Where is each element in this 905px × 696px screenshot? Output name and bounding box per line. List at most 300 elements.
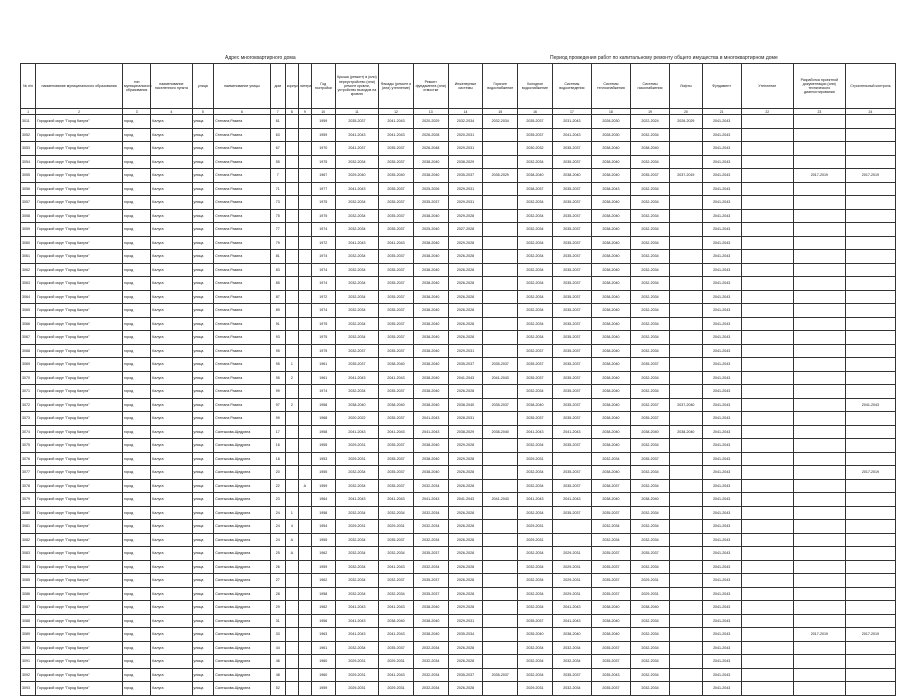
table-cell: 2032-2034 <box>335 641 378 655</box>
table-cell: 2029-2031 <box>552 547 591 561</box>
table-cell <box>285 290 298 304</box>
table-cell: город <box>123 142 151 156</box>
table-cell: город <box>123 223 151 237</box>
table-cell: 2041-2043 <box>702 358 741 372</box>
table-cell: 2041-2043 <box>702 682 741 696</box>
table-cell: 2035-2043 <box>591 668 630 682</box>
table-cell <box>483 277 518 291</box>
table-cell: 2041-2043 <box>702 601 741 615</box>
table-cell: 1975 <box>311 155 335 169</box>
table-cell: 2038-2040 <box>413 250 448 264</box>
table-cell: 2041-2043 <box>702 236 741 250</box>
table-cell: 2038-2040 <box>379 358 414 372</box>
table-cell: 2032-2034 <box>630 668 669 682</box>
table-cell: 2035-2037 <box>448 169 483 183</box>
table-cell: 1954 <box>311 520 335 534</box>
table-cell: улица <box>192 182 214 196</box>
table-cell: улица <box>192 479 214 493</box>
table-cell: 2041-2043 <box>335 493 378 507</box>
table-cell: улица <box>192 628 214 642</box>
table-cell: город <box>123 641 151 655</box>
table-cell: 23 <box>270 493 285 507</box>
table-cell <box>845 655 895 669</box>
table-cell: 3085 <box>21 574 36 588</box>
table-cell <box>793 277 845 291</box>
table-row <box>21 371 896 385</box>
table-cell: 2035-2037 <box>413 574 448 588</box>
table-cell: 2032-2034 <box>630 128 669 142</box>
table-cell: 2035-2037 <box>379 412 414 426</box>
table-cell: 44 <box>270 641 285 655</box>
table-cell <box>741 317 793 331</box>
table-cell: 24 <box>270 520 285 534</box>
table-cell: 2041-2043 <box>702 371 741 385</box>
table-cell: 2029-2031 <box>518 533 553 547</box>
table-cell: 2032-2034 <box>518 587 553 601</box>
table-cell: 2035-2037 <box>379 317 414 331</box>
table-cell: 2017-2019 <box>845 466 895 480</box>
table-cell: Городской округ "Город Калуга" <box>36 520 123 534</box>
table-cell: Степана Разина <box>214 115 270 129</box>
table-cell <box>670 182 703 196</box>
table-cell: 2032-2034 <box>630 263 669 277</box>
column-header: наименование улицы <box>214 64 270 109</box>
table-cell: Степана Разина <box>214 236 270 250</box>
table-cell: улица <box>192 439 214 453</box>
table-cell <box>670 304 703 318</box>
table-cell <box>670 682 703 696</box>
table-cell <box>298 560 311 574</box>
table-cell: 2035-2037 <box>552 263 591 277</box>
table-cell <box>298 425 311 439</box>
table-cell: 2035-2037 <box>552 304 591 318</box>
table-cell <box>670 385 703 399</box>
table-cell <box>298 182 311 196</box>
table-cell <box>298 493 311 507</box>
table-cell: 2041-2043 <box>702 169 741 183</box>
table-cell: 2041-2043 <box>702 560 741 574</box>
table-cell: 2041-2043 <box>379 560 414 574</box>
table-cell: 2035-2037 <box>552 182 591 196</box>
table-cell: 2041-2043 <box>379 371 414 385</box>
table-cell: 2032-2034 <box>630 385 669 399</box>
table-cell <box>670 493 703 507</box>
table-cell: 2032-2034 <box>630 479 669 493</box>
table-cell <box>845 263 895 277</box>
table-cell: 2041-2043 <box>702 304 741 318</box>
table-cell <box>845 304 895 318</box>
table-cell: 2026-2029 <box>670 115 703 129</box>
table-cell: 2041-2043 <box>702 614 741 628</box>
table-cell: Городской округ "Город Калуга" <box>36 614 123 628</box>
table-cell: 83 <box>270 263 285 277</box>
table-cell: Степана Разина <box>214 223 270 237</box>
table-cell: 1963 <box>311 628 335 642</box>
table-cell <box>298 587 311 601</box>
table-cell: Салтыкова-Щедрина <box>214 560 270 574</box>
table-row <box>21 682 896 696</box>
table-cell: Городской округ "Город Калуга" <box>36 344 123 358</box>
table-cell: 2029-2031 <box>335 452 378 466</box>
table-cell: 2032-2034 <box>413 479 448 493</box>
table-cell: 1970 <box>311 142 335 156</box>
column-header: № п/п <box>21 64 36 109</box>
table-cell: город <box>123 169 151 183</box>
table-cell: 2041-2043 <box>379 601 414 615</box>
table-cell <box>741 641 793 655</box>
table-cell: 2032-2034 <box>335 196 378 210</box>
table-cell: 3091 <box>21 655 36 669</box>
table-cell: 2026-2028 <box>448 574 483 588</box>
table-cell <box>793 223 845 237</box>
table-row <box>21 223 896 237</box>
table-cell: Калуга <box>151 452 192 466</box>
table-cell: 2035-2037 <box>552 277 591 291</box>
table-cell: 2041-2043 <box>552 493 591 507</box>
table-cell <box>483 290 518 304</box>
table-cell: 2032-2034 <box>518 263 553 277</box>
table-cell: 2041-2043 <box>483 493 518 507</box>
column-number: 9 <box>298 109 311 115</box>
table-cell <box>298 520 311 534</box>
table-cell: 2025-2026 <box>413 182 448 196</box>
table-cell <box>298 574 311 588</box>
table-cell: 2038-2040 <box>591 344 630 358</box>
table-cell: 2041-2043 <box>335 236 378 250</box>
table-cell: 2038-2040 <box>591 439 630 453</box>
table-cell <box>285 466 298 480</box>
table-cell: 2037-2019 <box>670 169 703 183</box>
table-cell: 3058 <box>21 209 36 223</box>
table-cell: 79 <box>270 236 285 250</box>
table-cell: 2041-2043 <box>379 236 414 250</box>
table-cell: 1974 <box>311 223 335 237</box>
table-cell: 2035-2037 <box>335 115 378 129</box>
table-cell: город <box>123 155 151 169</box>
table-cell: Городской округ "Город Калуга" <box>36 317 123 331</box>
table-cell: 2026-2028 <box>448 385 483 399</box>
table-cell: город <box>123 628 151 642</box>
table-cell: 22 <box>270 479 285 493</box>
table-cell <box>298 452 311 466</box>
table-cell: 2017-2019 <box>845 169 895 183</box>
table-cell: Степана Разина <box>214 169 270 183</box>
table-cell: Салтыкова-Щедрина <box>214 614 270 628</box>
table-cell: 2032-2034 <box>335 277 378 291</box>
table-cell <box>298 628 311 642</box>
table-cell <box>845 587 895 601</box>
table-cell: 2035-2034 <box>448 628 483 642</box>
table-cell: 2032-2034 <box>630 277 669 291</box>
table-cell: 2032-2034 <box>335 506 378 520</box>
table-cell: 1977 <box>311 182 335 196</box>
column-header: Год постройки <box>311 64 335 109</box>
table-cell <box>741 142 793 156</box>
table-cell: 2038-2040 <box>552 628 591 642</box>
table-cell <box>741 587 793 601</box>
table-cell: 2032-2034 <box>335 574 378 588</box>
table-cell: 2041-2043 <box>702 290 741 304</box>
table-cell: 2035-2037 <box>518 115 553 129</box>
table-cell: 2035-2037 <box>379 263 414 277</box>
table-cell: 2032-2034 <box>518 439 553 453</box>
table-cell: 2041-2043 <box>552 601 591 615</box>
table-cell <box>845 331 895 345</box>
table-cell <box>793 466 845 480</box>
table-cell: 2038-2040 <box>670 425 703 439</box>
table-cell: 93 <box>270 331 285 345</box>
table-cell: 2026-2028 <box>448 547 483 561</box>
table-cell: 2028-2030 <box>591 115 630 129</box>
table-cell: 2041-2043 <box>702 574 741 588</box>
table-cell <box>285 223 298 237</box>
table-cell: 2035-2037 <box>413 587 448 601</box>
table-cell <box>845 290 895 304</box>
table-cell <box>845 196 895 210</box>
table-cell: 2032-2034 <box>552 682 591 696</box>
table-cell <box>845 412 895 426</box>
table-cell: 2038-2040 <box>483 425 518 439</box>
table-cell: 2032-2034 <box>630 533 669 547</box>
table-cell: 2038-2040 <box>413 398 448 412</box>
table-cell: 3068 <box>21 344 36 358</box>
table-cell: 2017-2019 <box>793 169 845 183</box>
table-cell: 2038-2040 <box>413 277 448 291</box>
table-cell: 2041-2043 <box>552 128 591 142</box>
table-cell: улица <box>192 398 214 412</box>
table-cell: 2041-2043 <box>518 425 553 439</box>
table-cell: 29 <box>270 601 285 615</box>
table-cell <box>483 641 518 655</box>
table-cell: 2032-2034 <box>335 223 378 237</box>
table-cell: Салтыкова-Щедрина <box>214 574 270 588</box>
table-cell: 3063 <box>21 277 36 291</box>
table-cell <box>298 317 311 331</box>
table-cell <box>483 520 518 534</box>
table-cell <box>483 263 518 277</box>
table-cell: Калуга <box>151 344 192 358</box>
table-cell <box>845 277 895 291</box>
table-cell: 1968 <box>311 412 335 426</box>
table-cell <box>845 317 895 331</box>
table-cell: 2035-2037 <box>413 196 448 210</box>
table-cell: 2035-2037 <box>379 277 414 291</box>
table-cell: улица <box>192 493 214 507</box>
table-cell <box>741 560 793 574</box>
table-cell <box>483 142 518 156</box>
table-cell: 3062 <box>21 263 36 277</box>
table-cell <box>285 236 298 250</box>
table-cell: 2032-2034 <box>335 155 378 169</box>
table-cell <box>483 385 518 399</box>
table-cell: 24 <box>270 506 285 520</box>
table-cell <box>670 196 703 210</box>
table-cell: 2041-2043 <box>448 371 483 385</box>
table-cell: 2032-2034 <box>413 655 448 669</box>
table-cell: 2032-2034 <box>630 614 669 628</box>
table-cell: 2029-2031 <box>379 655 414 669</box>
table-cell <box>285 317 298 331</box>
table-cell: 2041-2043 <box>335 628 378 642</box>
table-row <box>21 128 896 142</box>
table-cell <box>845 668 895 682</box>
table-cell: 2035-2037 <box>591 587 630 601</box>
table-cell: 1972 <box>311 290 335 304</box>
table-cell <box>670 277 703 291</box>
table-cell: 3089 <box>21 628 36 642</box>
column-number: 7 <box>270 109 285 115</box>
table-cell <box>741 533 793 547</box>
table-cell: 2035-2037 <box>552 479 591 493</box>
table-cell <box>483 574 518 588</box>
table-cell: Степана Разина <box>214 290 270 304</box>
column-number: 24 <box>845 109 895 115</box>
table-cell: город <box>123 520 151 534</box>
table-cell <box>298 506 311 520</box>
table-cell: 2038-2029 <box>448 425 483 439</box>
table-cell: 2032-2034 <box>630 628 669 642</box>
table-cell: 2029-2031 <box>518 452 553 466</box>
table-cell: Калуга <box>151 331 192 345</box>
table-cell: 7 <box>270 169 285 183</box>
table-cell <box>741 398 793 412</box>
column-header: Фундамент <box>702 64 741 109</box>
table-cell: город <box>123 250 151 264</box>
table-cell: Калуга <box>151 182 192 196</box>
table-cell: 2035-2037 <box>552 142 591 156</box>
column-number: 19 <box>630 109 669 115</box>
table-row <box>21 169 896 183</box>
table-cell: 3086 <box>21 587 36 601</box>
table-cell: 2038-2040 <box>591 155 630 169</box>
table-cell <box>793 425 845 439</box>
table-cell <box>741 520 793 534</box>
table-cell: 1975 <box>311 344 335 358</box>
table-cell: 2032-2034 <box>630 209 669 223</box>
table-cell: 2041-2043 <box>413 493 448 507</box>
table-cell: 2041-2043 <box>702 412 741 426</box>
table-cell: 3084 <box>21 560 36 574</box>
table-cell <box>741 601 793 615</box>
table-row <box>21 358 896 372</box>
table-cell <box>285 439 298 453</box>
table-row <box>21 520 896 534</box>
table-cell: город <box>123 466 151 480</box>
table-cell: 2035-2037 <box>518 371 553 385</box>
table-cell: 3080 <box>21 506 36 520</box>
table-cell: 2035-2037 <box>552 236 591 250</box>
table-cell: 1959 <box>311 128 335 142</box>
table-cell: улица <box>192 520 214 534</box>
table-cell: 27 <box>270 574 285 588</box>
table-cell <box>670 466 703 480</box>
table-cell: Калуга <box>151 439 192 453</box>
table-cell: 2035-2037 <box>591 547 630 561</box>
table-cell: 2038-2040 <box>379 398 414 412</box>
table-cell: 2041-2043 <box>702 128 741 142</box>
table-cell: 95 <box>270 371 285 385</box>
table-cell: 2038-2040 <box>413 628 448 642</box>
table-cell <box>483 439 518 453</box>
table-cell <box>793 439 845 453</box>
table-cell: 85 <box>270 277 285 291</box>
table-cell <box>298 169 311 183</box>
table-cell: 1958 <box>311 587 335 601</box>
table-cell: Городской округ "Город Калуга" <box>36 533 123 547</box>
table-cell: 2035-2037 <box>379 533 414 547</box>
table-cell <box>793 412 845 426</box>
table-cell: город <box>123 182 151 196</box>
table-cell: 2029-2031 <box>630 574 669 588</box>
table-cell: 2041-2043 <box>379 668 414 682</box>
table-cell: Городской округ "Город Калуга" <box>36 155 123 169</box>
table-cell: 1955 <box>311 439 335 453</box>
table-cell: Калуга <box>151 169 192 183</box>
table-cell: 2035-2037 <box>552 250 591 264</box>
table-cell: Городской округ "Город Калуга" <box>36 655 123 669</box>
table-cell: 3083 <box>21 547 36 561</box>
table-cell <box>285 115 298 129</box>
table-cell <box>285 250 298 264</box>
table-cell: 1955 <box>311 466 335 480</box>
table-cell: 1 <box>285 506 298 520</box>
table-cell <box>670 655 703 669</box>
table-cell: 2032-2034 <box>630 466 669 480</box>
table-cell <box>793 263 845 277</box>
table-cell: город <box>123 682 151 696</box>
table-cell: 2041-2043 <box>702 641 741 655</box>
column-header: литера <box>298 64 311 109</box>
table-cell <box>741 452 793 466</box>
table-cell <box>670 128 703 142</box>
table-cell: Калуга <box>151 385 192 399</box>
table-cell <box>483 506 518 520</box>
table-cell: город <box>123 425 151 439</box>
table-cell: Калуга <box>151 560 192 574</box>
table-cell: 2038-2040 <box>591 290 630 304</box>
table-cell: Калуга <box>151 425 192 439</box>
table-cell: Степана Разина <box>214 250 270 264</box>
table-cell: улица <box>192 614 214 628</box>
table-cell <box>483 196 518 210</box>
table-cell <box>741 479 793 493</box>
table-cell: 2038-2040 <box>591 209 630 223</box>
table-cell: улица <box>192 277 214 291</box>
table-cell: 2026-2028 <box>448 304 483 318</box>
table-row <box>21 344 896 358</box>
table-cell <box>741 439 793 453</box>
table-cell: Степана Разина <box>214 344 270 358</box>
table-cell: улица <box>192 574 214 588</box>
table-cell: 2032-2034 <box>335 209 378 223</box>
table-cell <box>483 628 518 642</box>
table-cell <box>845 479 895 493</box>
table-cell <box>298 533 311 547</box>
table-cell <box>298 358 311 372</box>
table-cell: 48 <box>270 668 285 682</box>
table-cell: Степана Разина <box>214 263 270 277</box>
table-cell <box>285 385 298 399</box>
table-cell: 75 <box>270 209 285 223</box>
table-cell: 2038-2040 <box>413 331 448 345</box>
table-cell <box>793 587 845 601</box>
table-cell <box>298 466 311 480</box>
table-cell <box>285 493 298 507</box>
table-cell: 2035-2037 <box>552 155 591 169</box>
table-cell: 2026-2028 <box>413 128 448 142</box>
table-cell <box>670 587 703 601</box>
table-cell: Городской округ "Город Калуга" <box>36 223 123 237</box>
